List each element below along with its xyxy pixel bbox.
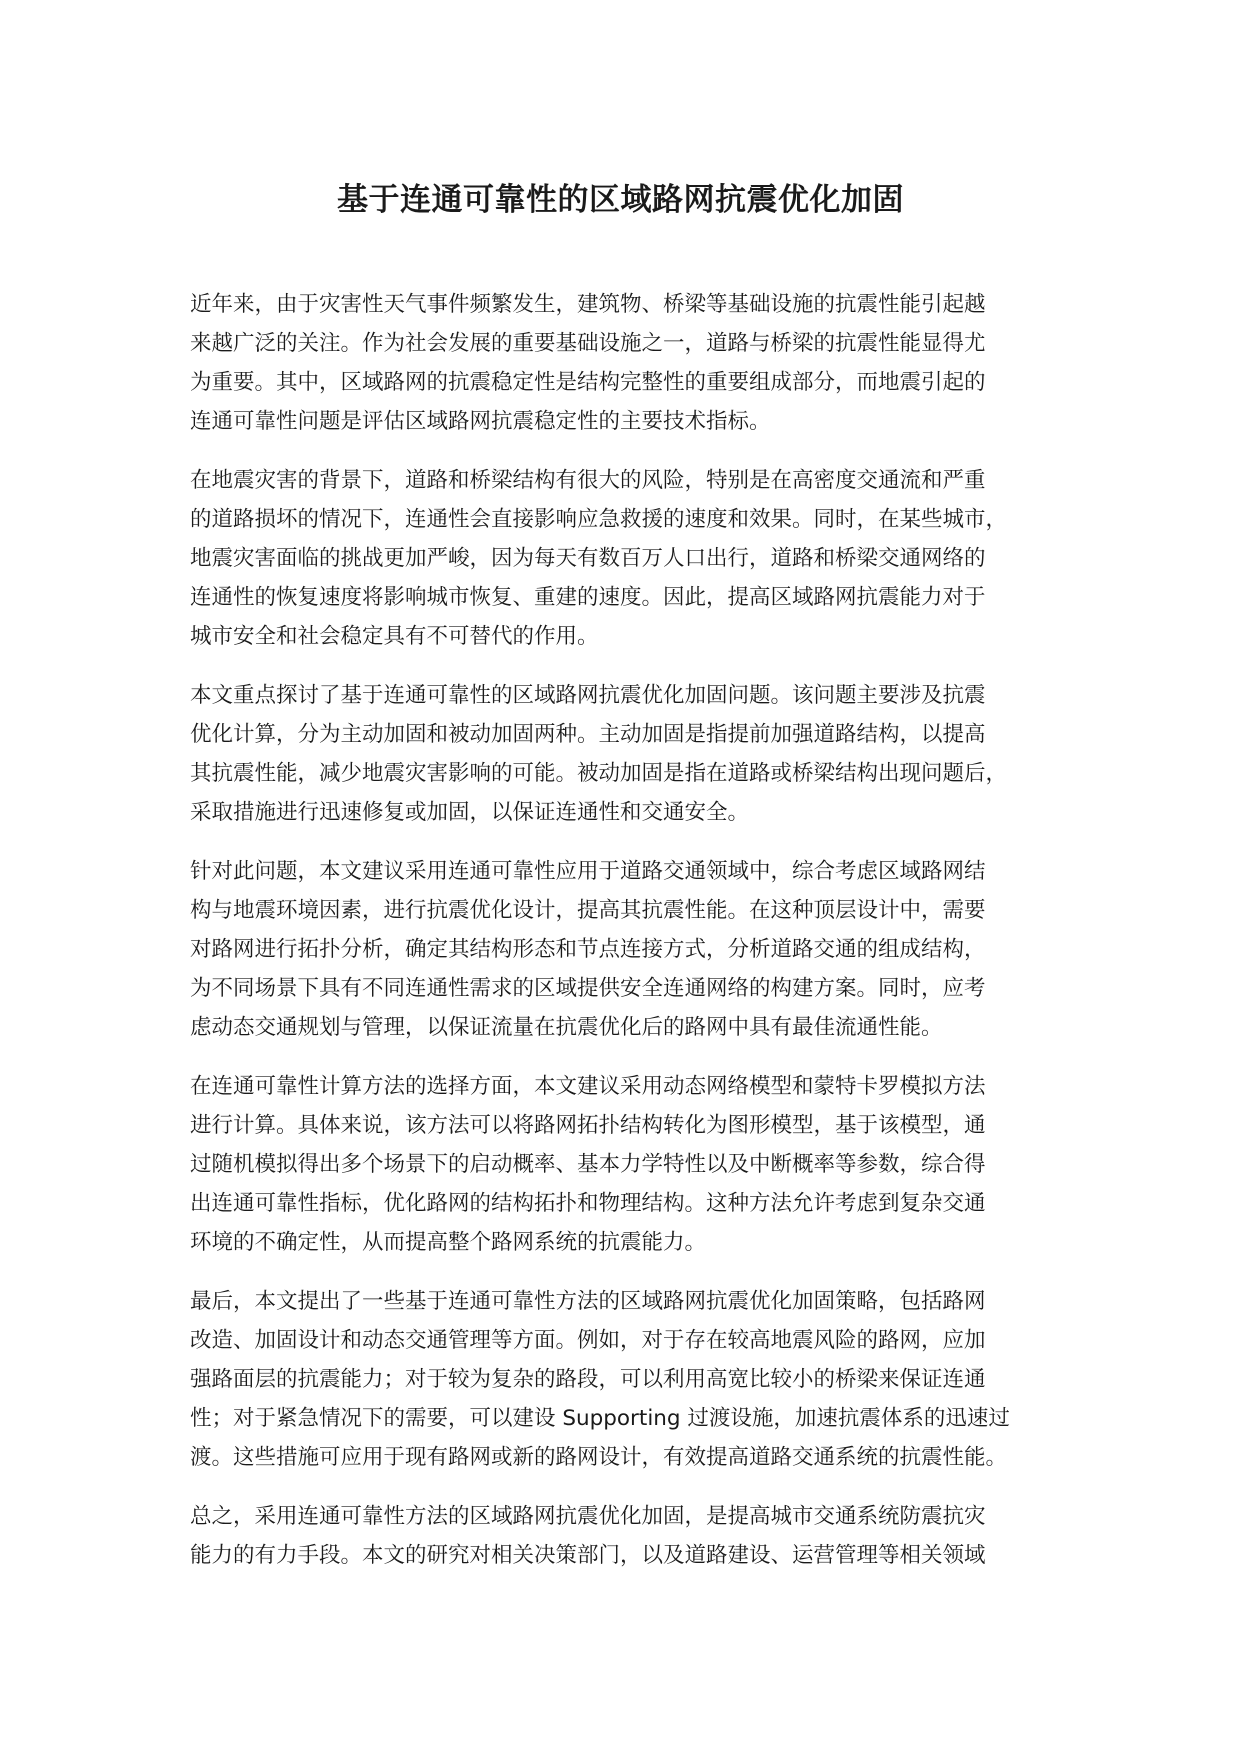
- text-line: 虑动态交通规划与管理，以保证流量在抗震优化后的路网中具有最佳流通性能。: [190, 1015, 943, 1040]
- text-line: 优化计算，分为主动加固和被动加固两种。主动加固是指提前加强道路结构，以提高: [190, 722, 986, 747]
- text-line: 其抗震性能，减少地震灾害影响的可能。被动加固是指在道路或桥梁结构出现问题后，: [190, 761, 1008, 786]
- text-line: 能力的有力手段。本文的研究对相关决策部门，以及道路建设、运营管理等相关领域: [190, 1543, 986, 1568]
- text-line: 环境的不确定性，从而提高整个路网系统的抗震能力。: [190, 1230, 707, 1255]
- paragraph-6: [190, 1282, 1070, 1477]
- paragraph-3: [190, 676, 1070, 832]
- text-line: 渡。这些措施可应用于现有路网或新的路网设计，有效提高道路交通系统的抗震性能。: [190, 1445, 1008, 1470]
- paragraph-4: [190, 852, 1070, 1047]
- text-line: 对路网进行拓扑分析，确定其结构形态和节点连接方式，分析道路交通的组成结构，: [190, 937, 986, 962]
- text-line: 性；对于紧急情况下的需要，可以建设 Supporting 过渡设施，加速抗震体系的迅速过: [190, 1406, 1010, 1431]
- paragraph-1: [190, 285, 1070, 441]
- text-line: 在连通可靠性计算方法的选择方面，本文建议采用动态网络模型和蒙特卡罗模拟方法: [190, 1074, 986, 1099]
- text-line: 出连通可靠性指标，优化路网的结构拓扑和物理结构。这种方法允许考虑到复杂交通: [190, 1191, 986, 1216]
- text-line: 改造、加固设计和动态交通管理等方面。例如，对于存在较高地震风险的路网，应加: [190, 1328, 986, 1353]
- text-line: 连通可靠性问题是评估区域路网抗震稳定性的主要技术指标。: [190, 409, 771, 434]
- paragraph-2: [190, 461, 1070, 656]
- document-body: [190, 285, 1070, 1595]
- text-line: 进行计算。具体来说，该方法可以将路网拓扑结构转化为图形模型，基于该模型，通: [190, 1113, 986, 1138]
- text-line: 来越广泛的关注。作为社会发展的重要基础设施之一，道路与桥梁的抗震性能显得尤: [190, 331, 986, 356]
- text-line: 本文重点探讨了基于连通可靠性的区域路网抗震优化加固问题。该问题主要涉及抗震: [190, 683, 986, 708]
- text-line: 过随机模拟得出多个场景下的启动概率、基本力学特性以及中断概率等参数，综合得: [190, 1152, 986, 1177]
- text-line: 针对此问题，本文建议采用连通可靠性应用于道路交通领域中，综合考虑区域路网结: [190, 859, 986, 884]
- text-line: 地震灾害面临的挑战更加严峻，因为每天有数百万人口出行，道路和桥梁交通网络的: [190, 546, 986, 571]
- text-line: 城市安全和社会稳定具有不可替代的作用。: [190, 624, 599, 649]
- text-line: 为不同场景下具有不同连通性需求的区域提供安全连通网络的构建方案。同时，应考: [190, 976, 986, 1001]
- paragraph-7: [190, 1497, 1070, 1575]
- text-line: 采取措施进行迅速修复或加固，以保证连通性和交通安全。: [190, 800, 750, 825]
- text-line: 总之，采用连通可靠性方法的区域路网抗震优化加固，是提高城市交通系统防震抗灾: [190, 1504, 986, 1529]
- text-line: 为重要。其中，区域路网的抗震稳定性是结构完整性的重要组成部分，而地震引起的: [190, 370, 986, 395]
- text-line: 强路面层的抗震能力；对于较为复杂的路段，可以利用高宽比较小的桥梁来保证连通: [190, 1367, 986, 1392]
- document-title: 基于连通可靠性的区域路网抗震优化加固: [337, 182, 904, 218]
- text-line: 在地震灾害的背景下，道路和桥梁结构有很大的风险，特别是在高密度交通流和严重: [190, 468, 986, 493]
- text-line: 连通性的恢复速度将影响城市恢复、重建的速度。因此，提高区域路网抗震能力对于: [190, 585, 986, 610]
- text-line: 的道路损坏的情况下，连通性会直接影响应急救援的速度和效果。同时，在某些城市，: [190, 507, 1008, 532]
- text-line: 近年来，由于灾害性天气事件频繁发生，建筑物、桥梁等基础设施的抗震性能引起越: [190, 292, 986, 317]
- text-line: 最后，本文提出了一些基于连通可靠性方法的区域路网抗震优化加固策略，包括路网: [190, 1289, 986, 1314]
- paragraph-5: [190, 1067, 1070, 1262]
- text-line: 构与地震环境因素，进行抗震优化设计，提高其抗震性能。在这种顶层设计中，需要: [190, 898, 986, 923]
